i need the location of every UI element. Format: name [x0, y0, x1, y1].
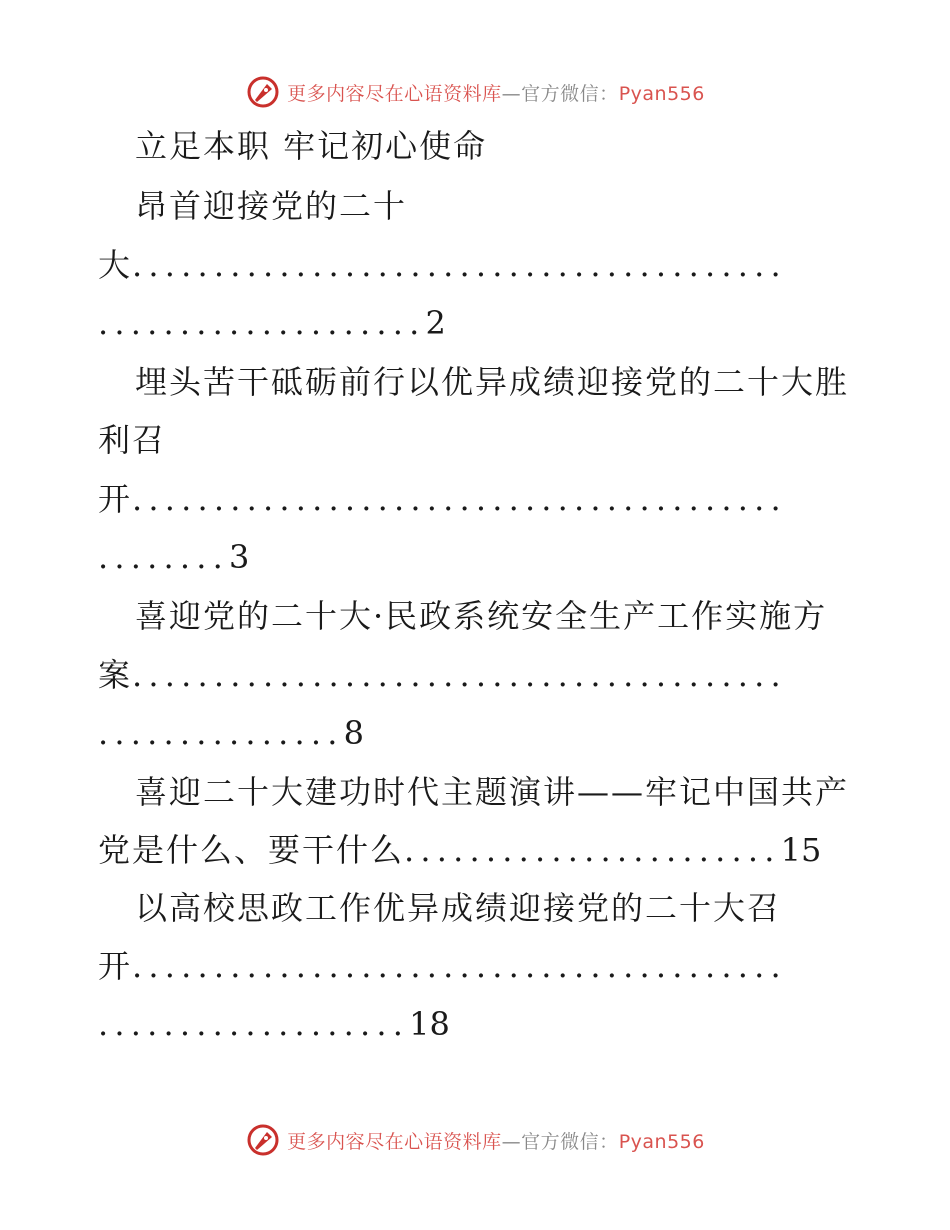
toc-entry-1-title-line-1[interactable]: 立足本职 牢记初心使命 [135, 127, 488, 165]
toc-entry-3-title-line-1[interactable]: 喜迎党的二十大·民政系统安全生产工作实施方 [135, 597, 828, 635]
toc-entry-3-leader-line-1: 案........................................ [98, 656, 787, 694]
toc-entry-3-leader-line-2: ...............8 [98, 714, 364, 752]
footer-banner [0, 1120, 950, 1160]
toc-entry-1-title-line-2[interactable]: 昂首迎接党的二十 [135, 187, 408, 225]
banner-text: 更多内容尽在心语资料库—官方微信：Pyan556 [287, 82, 705, 105]
toc-entry-1-page: 2 [425, 304, 446, 342]
toc-entry-4-leader-line-1: 党是什么、要干什么.......................15 [98, 831, 822, 869]
toc-entry-1-leader-line-1: 大........................................ [98, 246, 787, 284]
toc-entry-2-page: 3 [228, 538, 250, 576]
toc-entry-2-leader-line-2: ........3 [98, 538, 250, 576]
toc-entry-1-leader-line-2: ....................2 [98, 304, 446, 342]
pen-nib-icon [245, 1122, 281, 1158]
toc-entry-5-leader-line-2: ...................18 [98, 1005, 450, 1043]
toc-entry-5-leader-line-1: 开........................................ [98, 947, 787, 985]
toc-entry-5-title-line-1[interactable]: 以高校思政工作优异成绩迎接党的二十大召 [135, 889, 782, 927]
banner-text: 更多内容尽在心语资料库—官方微信：Pyan556 [287, 1130, 705, 1153]
toc-entry-2-title-line-2[interactable]: 利召 [98, 421, 167, 459]
toc-entry-2-title-line-1[interactable]: 埋头苦干砥砺前行以优异成绩迎接党的二十大胜 [135, 363, 850, 401]
toc-entry-4-page: 15 [780, 831, 822, 869]
toc-entry-2-leader-line-1: 开........................................ [98, 480, 787, 518]
toc-entry-4-title-line-1[interactable]: 喜迎二十大建功时代主题演讲——牢记中国共产 [135, 773, 850, 811]
toc-entry-3-page: 8 [343, 714, 364, 752]
toc-entry-5-page: 18 [409, 1005, 450, 1043]
